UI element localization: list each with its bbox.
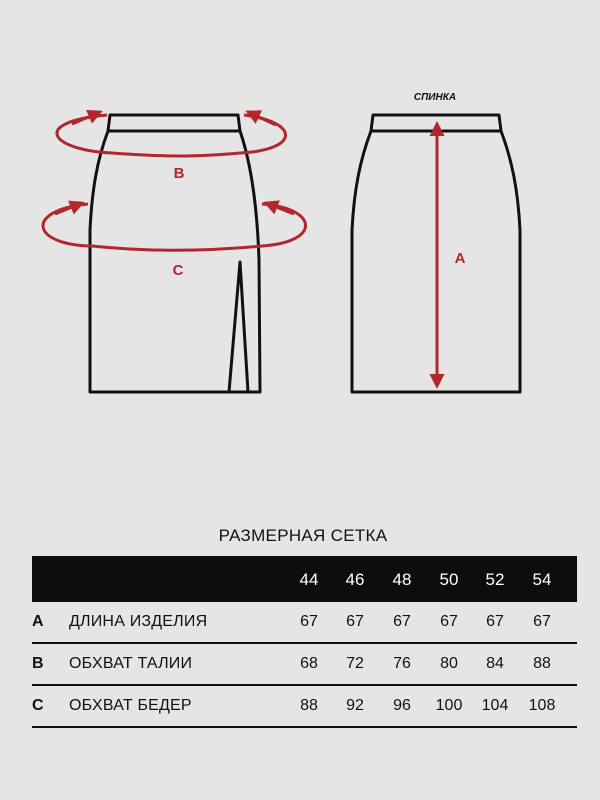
- row-code: A: [32, 613, 44, 630]
- front-slit: [229, 262, 248, 392]
- row-code: C: [32, 697, 44, 714]
- size-col-header: 46: [345, 570, 365, 589]
- cell-value: 108: [528, 697, 556, 714]
- cell-value: 68: [300, 655, 318, 672]
- cell-value: 100: [435, 697, 463, 714]
- label-a: A: [454, 250, 466, 267]
- size-table-header: [32, 556, 577, 602]
- waist-loop-right: [240, 115, 286, 153]
- size-col-header: 52: [485, 570, 505, 589]
- row-name: ДЛИНА ИЗДЕЛИЯ: [69, 613, 208, 630]
- size-col-header: 48: [392, 570, 412, 589]
- back-view-label: СПИНКА: [413, 92, 457, 103]
- table-row: [32, 602, 577, 644]
- size-table: [32, 556, 577, 728]
- cell-value: 67: [486, 613, 504, 630]
- cell-value: 67: [393, 613, 411, 630]
- cell-value: 76: [393, 655, 411, 672]
- size-chart-title: РАЗМЕРНАЯ СЕТКА: [218, 526, 388, 545]
- row-name: ОБХВАТ БЕДЕР: [69, 697, 192, 714]
- cell-value: 92: [346, 697, 364, 714]
- size-col-header: 50: [439, 570, 459, 589]
- row-name: ОБХВАТ ТАЛИИ: [69, 655, 193, 672]
- cell-value: 104: [481, 697, 509, 714]
- cell-value: 67: [440, 613, 458, 630]
- waist-loop-bottom: [112, 153, 240, 156]
- cell-value: 80: [440, 655, 458, 672]
- hip-measure-loop: [43, 203, 305, 250]
- cell-value: 67: [346, 613, 364, 630]
- table-row: [32, 686, 577, 728]
- label-b: B: [173, 165, 185, 182]
- cell-value: 88: [300, 697, 318, 714]
- waist-measure-loop: [57, 112, 286, 156]
- row-code: B: [32, 655, 44, 672]
- cell-value: 67: [533, 613, 551, 630]
- hip-loop-bottom: [92, 246, 262, 250]
- label-c: C: [172, 262, 184, 279]
- cell-value: 88: [533, 655, 551, 672]
- cell-value: 84: [486, 655, 504, 672]
- cell-value: 72: [346, 655, 364, 672]
- size-col-header: 54: [532, 570, 552, 589]
- cell-value: 67: [300, 613, 318, 630]
- size-col-header: 44: [299, 570, 319, 589]
- table-row: [32, 644, 577, 686]
- cell-value: 96: [393, 697, 411, 714]
- waistband-front: [108, 115, 240, 131]
